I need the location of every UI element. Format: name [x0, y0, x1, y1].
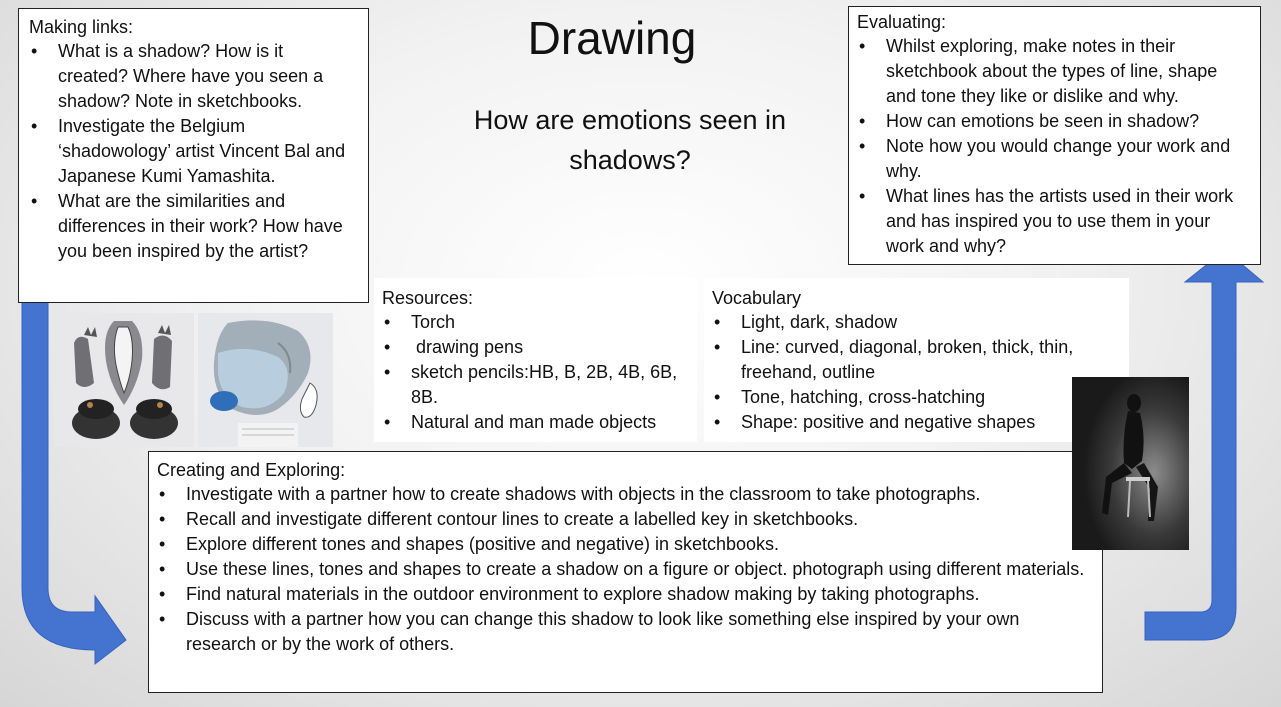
evaluating-list: [857, 34, 1250, 259]
list-item: • What is a shadow? How is it created? Where have you seen a shadow? Note in sketchbooks.: [29, 39, 358, 114]
list-item: • Explore different tones and shapes (positive and negative) in sketchbooks.: [157, 532, 1094, 557]
resources-heading: Resources:: [382, 288, 474, 308]
shadow-art-shoes-image: [54, 313, 194, 447]
creating-exploring-box: [148, 451, 1103, 693]
list-item: • Investigate with a partner how to create shadows with objects in the classroom to take photographs.: [157, 482, 1094, 507]
page-title: Drawing: [527, 12, 697, 64]
evaluating-box: [848, 6, 1261, 265]
key-question: How are emotions seen in shadows?: [473, 105, 787, 175]
bottle-shadow-image: [198, 313, 333, 447]
resources-list: [382, 310, 689, 435]
list-item: • Recall and investigate different contour lines to create a labelled key in sketchbooks.: [157, 507, 1094, 532]
list-item: • How can emotions be seen in shadow?: [857, 109, 1250, 134]
list-item: • Use these lines, tones and shapes to create a shadow on a figure or object. photograph using different materials.: [157, 557, 1094, 582]
vocabulary-heading: Vocabulary: [712, 288, 802, 308]
list-item: • Note how you would change your work and why.: [857, 134, 1250, 184]
vocabulary-box: [704, 278, 1129, 442]
list-item: • What are the similarities and differences in their work? How have you been inspired by the artist?: [29, 189, 358, 264]
list-item: • Shape: positive and negative shapes: [712, 410, 1121, 435]
list-item: • Whilst exploring, make notes in their sketchbook about the types of line, shape and tone they like or dislike and why.: [857, 34, 1250, 109]
list-item: • Torch: [382, 310, 689, 335]
list-item: • Line: curved, diagonal, broken, thick, thin, freehand, outline: [712, 335, 1121, 385]
list-item: • Tone, hatching, cross-hatching: [712, 385, 1121, 410]
creating-list: [157, 482, 1094, 657]
list-item: • Find natural materials in the outdoor environment to explore shadow making by taking photographs.: [157, 582, 1094, 607]
list-item: • Light, dark, shadow: [712, 310, 1121, 335]
sitting-figure-shadow-image: [1072, 377, 1189, 550]
making-links-box: [18, 8, 369, 303]
vocabulary-list: [712, 310, 1121, 435]
list-item: • What lines has the artists used in their work and has inspired you to use them in your work and why?: [857, 184, 1250, 259]
list-item: • Investigate the Belgium ‘shadowology’ artist Vincent Bal and Japanese Kumi Yamashita.: [29, 114, 358, 189]
list-item: • sketch pencils:HB, B, 2B, 4B, 6B, 8B.: [382, 360, 689, 410]
list-item: • Natural and man made objects: [382, 410, 689, 435]
making-links-list: [29, 39, 358, 264]
evaluating-heading: Evaluating:: [857, 12, 947, 32]
creating-heading: Creating and Exploring:: [157, 460, 346, 480]
resources-box: [374, 278, 697, 442]
list-item: • drawing pens: [382, 335, 689, 360]
making-links-heading: Making links:: [29, 17, 134, 37]
list-item: • Discuss with a partner how you can change this shadow to look like something else inspired by your own research or by the work of others.: [157, 607, 1094, 657]
